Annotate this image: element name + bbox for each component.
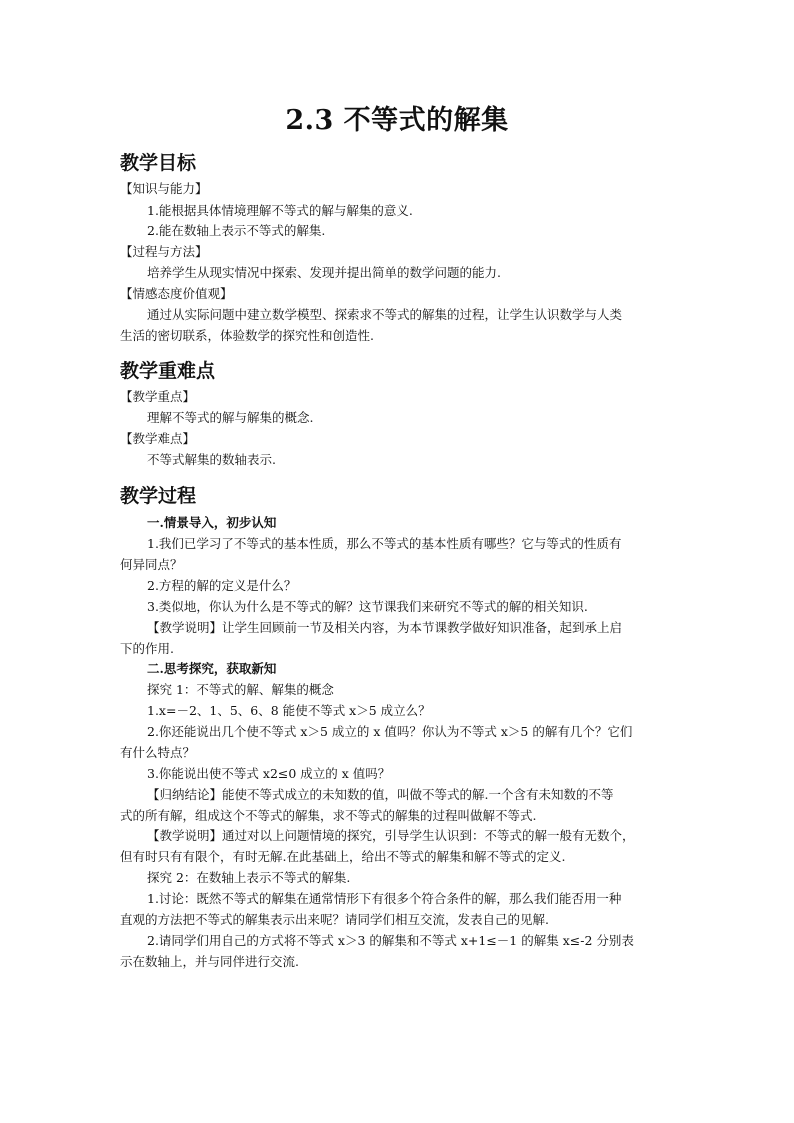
part1-title: 一.情景导入，初步认知 (147, 515, 277, 530)
e2-q2-line2: 示在数轴上，并与同伴进行交流. (120, 954, 299, 969)
e1-note-line1: 【教学说明】通过对以上问题情境的探究，引导学生认识到：不等式的解一般有无数个， (147, 828, 635, 843)
e1-q3: 3.你能说出使不等式 x2≤0 成立的 x 值吗？ (147, 766, 391, 781)
e1-note-line2: 但有时只有有限个，有时无解.在此基础上，给出不等式的解集和解不等式的定义. (120, 849, 566, 864)
process-item-1: 培养学生从现实情况中探索、发现并提出简单的数学问题的能力. (147, 265, 501, 280)
emotion-line-2: 生活的密切联系，体验数学的探究性和创造性. (120, 328, 374, 343)
p1-note-line1: 【教学说明】让学生回顾前一节及相关内容，为本节课教学做好知识准备，起到承上启 (147, 620, 623, 635)
tag-process: 【过程与方法】 (120, 244, 208, 259)
e2-q2-line1: 2.请同学们用自己的方式将不等式 x＞3 的解集和不等式 x+1≤－1 的解集 x≤-2 分别表 (147, 933, 634, 948)
page-title: 2.3 不等式的解集 (285, 105, 509, 136)
knowledge-item-1: 1.能根据具体情境理解不等式的解与解集的意义. (147, 203, 413, 218)
e1-q2-line2: 有什么特点？ (120, 745, 196, 760)
e1-q1: 1.x=－2、1、5、6、8 能使不等式 x＞5 成立么？ (147, 703, 431, 718)
tag-difficult: 【教学难点】 (120, 431, 196, 446)
p1-q1-line1: 1.我们已学习了不等式的基本性质，那么不等式的基本性质有哪些？它与等式的性质有 (147, 536, 622, 551)
p1-q2: 2.方程的解的定义是什么？ (147, 578, 297, 593)
tag-knowledge: 【知识与能力】 (120, 181, 208, 196)
p1-note-line2: 下的作用. (120, 641, 174, 656)
key-item-1: 理解不等式的解与解集的概念. (147, 410, 314, 425)
p1-q1-line2: 何异同点？ (120, 557, 183, 572)
heading-goals: 教学目标 (120, 152, 197, 174)
conclusion-line1: 【归纳结论】能使不等式成立的未知数的值，叫做不等式的解.一个含有未知数的不等 (147, 787, 614, 802)
explore1-title: 探究 1：不等式的解、解集的概念 (147, 682, 334, 697)
e1-q2-line1: 2.你还能说出几个使不等式 x＞5 成立的 x 值吗？你认为不等式 x＞5 的解有几个？它们 (147, 724, 633, 739)
tag-key: 【教学重点】 (120, 389, 196, 404)
e2-q1-line1: 1.讨论：既然不等式的解集在通常情形下有很多个符合条件的解，那么我们能否用一种 (147, 891, 622, 906)
emotion-line-1: 通过从实际问题中建立数学模型、探索求不等式的解集的过程，让学生认识数学与人类 (147, 307, 623, 322)
p1-q3: 3.类似地，你认为什么是不等式的解？这节课我们来研究不等式的解的相关知识. (147, 599, 588, 614)
difficult-item-1: 不等式解集的数轴表示. (147, 452, 276, 467)
conclusion-line2: 式的所有解，组成这个不等式的解集，求不等式的解集的过程叫做解不等式. (120, 808, 537, 823)
part2-title: 二.思考探究，获取新知 (147, 661, 277, 676)
e2-q1-line2: 直观的方法把不等式的解集表示出来呢？请同学们相互交流，发表自己的见解. (120, 912, 549, 927)
tag-emotion: 【情感态度价值观】 (120, 286, 233, 301)
heading-process: 教学过程 (120, 485, 197, 507)
heading-key-points: 教学重难点 (120, 360, 216, 382)
explore2-title: 探究 2：在数轴上表示不等式的解集. (147, 870, 351, 885)
knowledge-item-2: 2.能在数轴上表示不等式的解集. (147, 223, 326, 238)
